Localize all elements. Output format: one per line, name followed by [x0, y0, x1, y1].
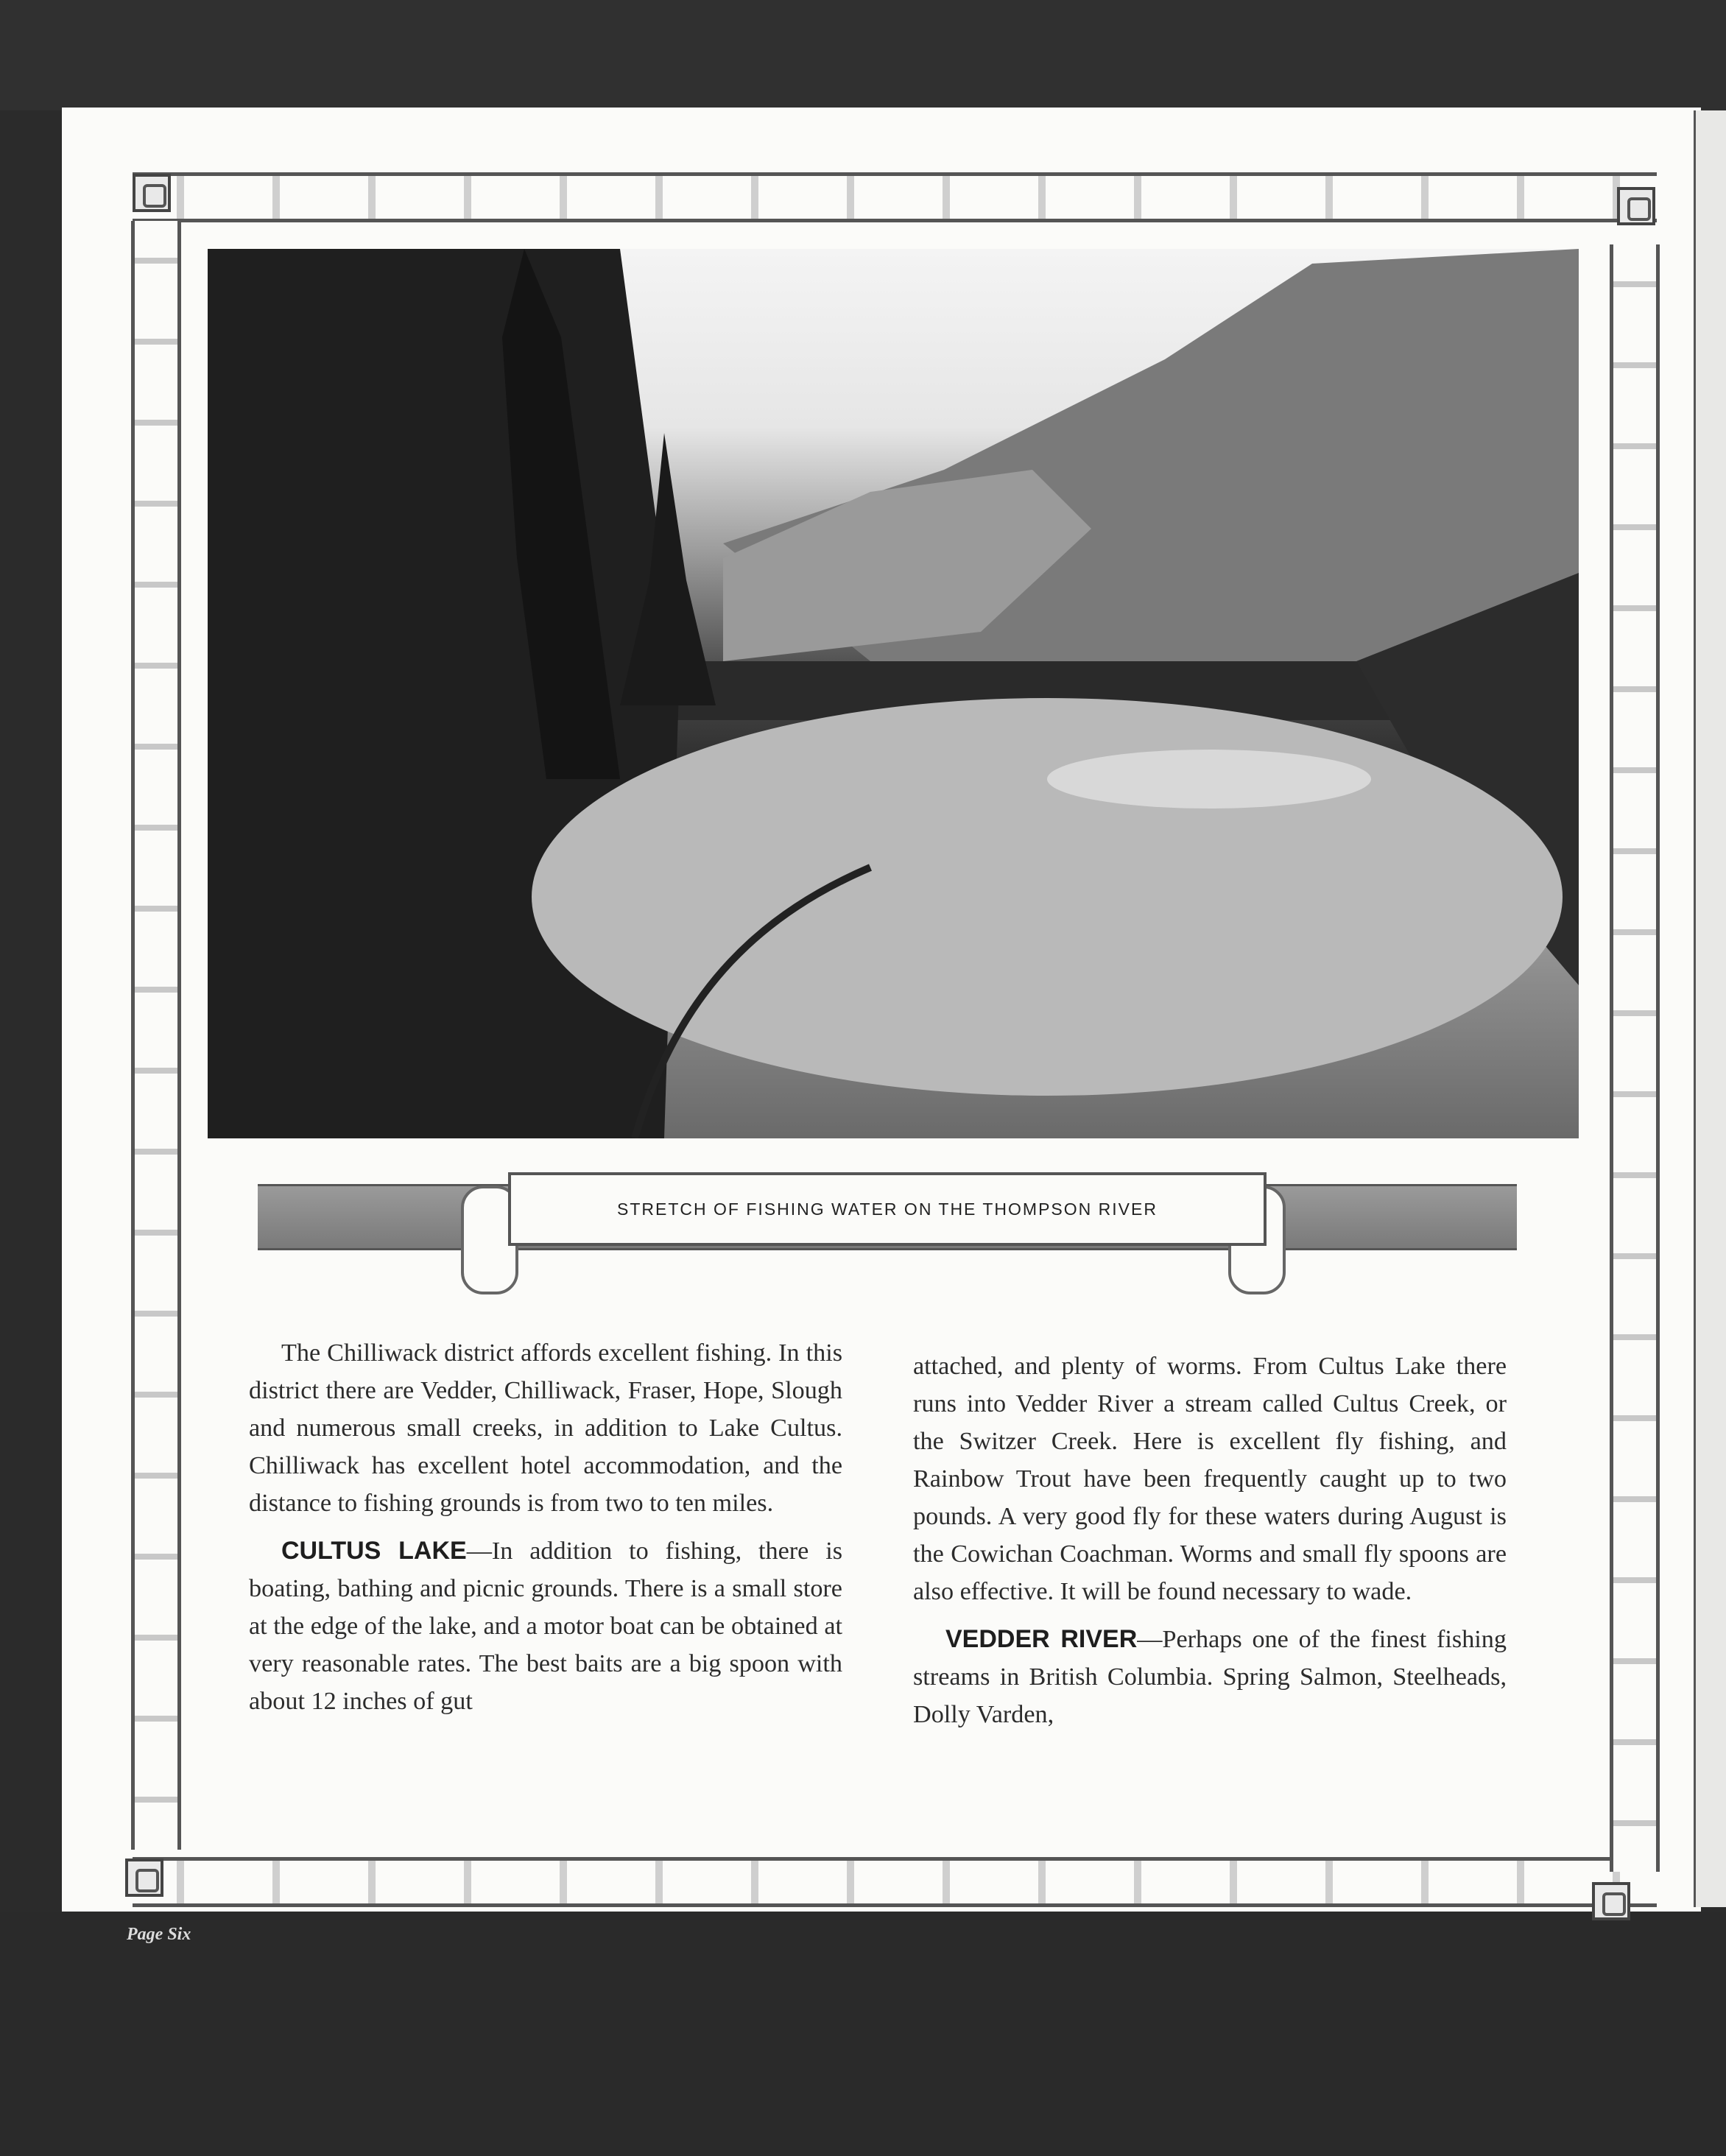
film-margin-bottom — [0, 1912, 1726, 2156]
paragraph-chilliwack: The Chilliwack district affords excellent fishing. In this district there are Vedder, Chilliwack, Fraser, Hope, Slough and numerous small creeks, in addition to Lake Cultus. Chilliwack has excellent hotel accommodation, and the distance to fishing grounds is from two to ten miles. — [249, 1339, 842, 1517]
text-column-right — [913, 1348, 1507, 1733]
ornamental-border-bottom — [133, 1857, 1657, 1907]
film-margin-top — [0, 0, 1726, 110]
river-water-shape — [532, 698, 1563, 1096]
photo-caption-box — [508, 1172, 1267, 1246]
ornamental-border-top — [133, 172, 1657, 222]
photo-caption: STRETCH OF FISHING WATER ON THE THOMPSON RIVER — [617, 1199, 1158, 1219]
ornamental-border-right — [1610, 244, 1660, 1872]
section-heading-cultus-lake: CULTUS LAKE — [281, 1537, 467, 1565]
section-heading-vedder-river: VEDDER RIVER — [945, 1625, 1138, 1653]
page-number: Page Six — [127, 1925, 191, 1944]
corner-ornament-icon — [133, 174, 171, 212]
paragraph-vedder-river — [913, 1621, 1507, 1733]
corner-ornament-icon — [1617, 187, 1655, 225]
paragraph-cultus-creek: attached, and plenty of worms. From Cultus Lake there runs into Vedder River a stream called Cultus Creek, or the Switzer Creek. Here is excellent fly fishing, and Rainbow Trout have been frequently caught up to two pounds. A very good fly for these waters during August is the Cowichan Coachman. Worms and small fly spoons are also effective. It will be found necessary to wade. — [913, 1353, 1507, 1605]
river-photograph — [208, 249, 1579, 1138]
corner-ornament-icon — [125, 1859, 163, 1897]
paragraph-vedder-river-body: —Perhaps one of the finest fishing streams in British Columbia. Spring Salmon, Steelheads, Dolly Varden, — [913, 1626, 1507, 1728]
corner-ornament-icon — [1592, 1882, 1630, 1920]
landscape-illustration — [208, 249, 1579, 1138]
adjacent-page-edge — [1694, 110, 1726, 1907]
paragraph-cultus-lake — [249, 1532, 842, 1720]
text-column-left — [249, 1334, 842, 1720]
paragraph-cultus-lake-body: —In addition to fishing, there is boating, bathing and picnic grounds. There is a small store at the edge of the lake, and a motor boat can be obtained at very reasonable rates. The best baits are a big spoon with about 12 inches of gut — [249, 1537, 842, 1715]
water-reflection-shape — [1047, 750, 1371, 808]
ornamental-border-left — [131, 221, 181, 1850]
